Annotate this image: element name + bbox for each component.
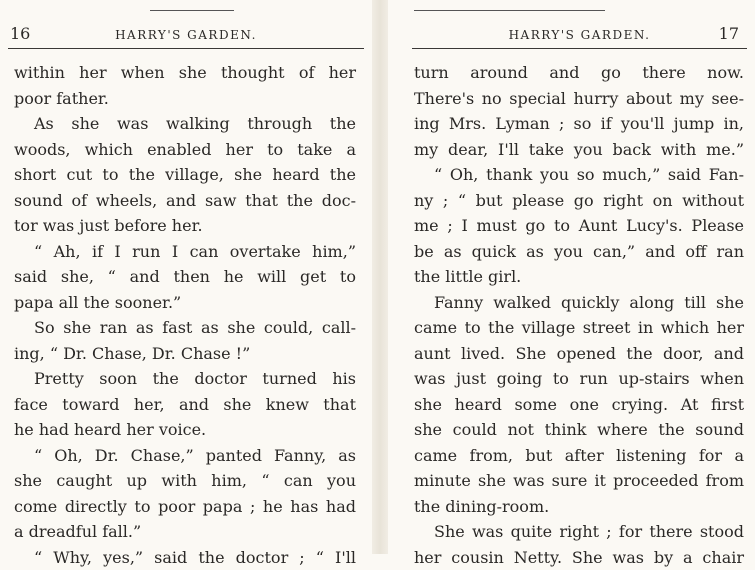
- text-line: sound of wheels, and saw that the doc-: [14, 188, 356, 214]
- text-line: “ Oh, Dr. Chase,” panted Fanny, as: [14, 443, 356, 469]
- text-line: ing Mrs. Lyman ; so if you'll jump in,: [414, 111, 744, 137]
- text-line: a dreadful fall.”: [14, 519, 356, 545]
- running-head-title: HARRY'S GARDEN.: [8, 23, 364, 47]
- running-head-title: HARRY'S GARDEN.: [412, 23, 747, 47]
- text-line: come directly to poor papa ; he has had: [14, 494, 356, 520]
- text-line: face toward her, and she knew that: [14, 392, 356, 418]
- running-header: [8, 22, 364, 46]
- text-line: he had heard her voice.: [14, 417, 356, 443]
- text-line: tor was just before her.: [14, 213, 356, 239]
- header-rule: [8, 48, 364, 49]
- text-line: be as quick as you can,” and off ran: [414, 239, 744, 265]
- text-line: turn around and go there now.: [414, 60, 744, 86]
- page-number: 17: [719, 22, 739, 46]
- page-body-text: [14, 60, 356, 570]
- text-line: papa all the sooner.”: [14, 290, 356, 316]
- text-line: me ; I must go to Aunt Lucy's. Please: [414, 213, 744, 239]
- text-line: was just going to run up-stairs when: [414, 366, 744, 392]
- text-line: the dining-room.: [414, 494, 744, 520]
- text-line: she heard some one crying. At first: [414, 392, 744, 418]
- text-line: As she was walking through the: [14, 111, 356, 137]
- text-line: “ Why, yes,” said the doctor ; “ I'll: [14, 545, 356, 570]
- header-top-rule: [414, 10, 605, 11]
- text-line: “ Oh, thank you so much,” said Fan-: [414, 162, 744, 188]
- text-line: within her when she thought of her: [14, 60, 356, 86]
- text-line: the little girl.: [414, 264, 744, 290]
- text-line: said she, “ and then he will get to: [14, 264, 356, 290]
- text-line: came to the village street in which her: [414, 315, 744, 341]
- text-line: came from, but after listening for a: [414, 443, 744, 469]
- header-rule: [412, 48, 747, 49]
- page-number: 16: [10, 22, 30, 46]
- text-line: minute she was sure it proceeded from: [414, 468, 744, 494]
- text-line: Fanny walked quickly along till she: [414, 290, 744, 316]
- page-body-text: [414, 60, 744, 570]
- text-line: she could not think where the sound: [414, 417, 744, 443]
- text-line: She was quite right ; for there stood: [414, 519, 744, 545]
- left-page: [0, 0, 372, 554]
- text-line: short cut to the village, she heard the: [14, 162, 356, 188]
- text-line: There's no special hurry about my see-: [414, 86, 744, 112]
- text-line: aunt lived. She opened the door, and: [414, 341, 744, 367]
- text-line: “ Ah, if I run I can overtake him,”: [14, 239, 356, 265]
- header-top-rule: [150, 10, 234, 11]
- book-gutter: [372, 0, 388, 554]
- text-line: she caught up with him, “ can you: [14, 468, 356, 494]
- text-line: So she ran as fast as she could, call-: [14, 315, 356, 341]
- text-line: my dear, I'll take you back with me.”: [414, 137, 744, 163]
- text-line: ing, “ Dr. Chase, Dr. Chase !”: [14, 341, 356, 367]
- text-line: Pretty soon the doctor turned his: [14, 366, 356, 392]
- text-line: ny ; “ but please go right on without: [414, 188, 744, 214]
- right-page: [388, 0, 755, 554]
- running-header: [412, 22, 747, 46]
- text-line: woods, which enabled her to take a: [14, 137, 356, 163]
- text-line: poor father.: [14, 86, 356, 112]
- text-line: her cousin Netty. She was by a chair: [414, 545, 744, 570]
